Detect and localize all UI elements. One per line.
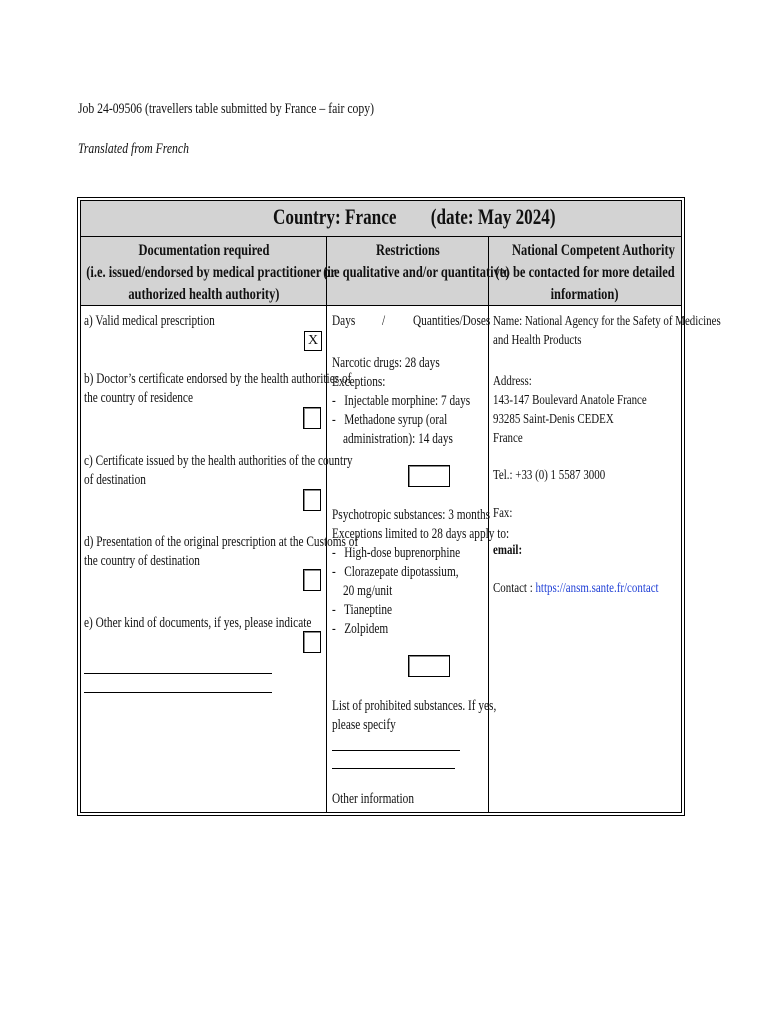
job-reference: Job 24-09506 (travellers table submitted by France – fair copy) <box>78 101 374 117</box>
other-information-label: Other information <box>332 791 414 807</box>
authority-fax: Fax: <box>493 506 513 521</box>
authority-telephone: Tel.: +33 (0) 1 5587 3000 <box>493 468 606 483</box>
doc-d-checkbox[interactable] <box>303 569 321 591</box>
authority-email: email: <box>493 543 523 558</box>
doc-c-checkbox[interactable] <box>303 489 321 511</box>
authority-contact: Contact : https://ansm.sante.fr/contact <box>493 581 659 596</box>
doc-e-checkbox[interactable] <box>303 631 321 653</box>
authority-address: Address: 143-147 Boulevard Anatole France 93285 Saint-Denis CEDEX France <box>493 374 647 446</box>
doc-a-checkbox[interactable]: X <box>304 331 322 351</box>
authority-contact-link[interactable]: https://ansm.sante.fr/contact <box>535 581 659 596</box>
authority-name: Name: National Agency for the Safety of Medicines and Health Products <box>493 314 721 348</box>
prohibited-blank-line-1[interactable] <box>332 750 460 751</box>
doc-b-label: b) Doctor’s certificate endorsed by the health authorities of the country of residence <box>84 371 352 406</box>
doc-e-blank-line-1[interactable] <box>84 673 272 674</box>
psychotropic-input-box[interactable] <box>408 655 450 677</box>
col1-heading: Documentation required (i.e. issued/endorsed by medical practitioner or authorized health authority) <box>86 242 336 303</box>
col3-heading: National Competent Authority (to be contacted for more detailed information) <box>495 242 675 303</box>
prohibited-blank-line-2[interactable] <box>332 768 455 769</box>
doc-d-label: d) Presentation of the original prescription at the Customs of the country of destination <box>84 534 359 569</box>
column-divider-1 <box>326 237 327 813</box>
doc-b-checkbox[interactable] <box>303 407 321 429</box>
doc-a-label: a) Valid medical prescription <box>84 313 215 329</box>
translation-note: Translated from French <box>78 141 189 157</box>
doc-e-label: e) Other kind of documents, if yes, please indicate <box>84 615 312 631</box>
narcotic-restrictions: Narcotic drugs: 28 days Exceptions: - Injectable morphine: 7 days - Methadone syrup (oral administration): 14 days <box>332 355 471 447</box>
prohibited-substances-label: List of prohibited substances. If yes, please specify <box>332 698 497 733</box>
restriction-quantities-label: Quantities/Doses <box>413 313 491 329</box>
narcotic-input-box[interactable] <box>408 465 450 487</box>
restriction-days-label: Days <box>332 313 356 329</box>
table-title: Country: France (date: May 2024) <box>273 204 556 229</box>
psychotropic-restrictions: Psychotropic substances: 3 months Exceptions limited to 28 days apply to: - High-dose buprenorphine - Clorazepate dipotassium, 20 mg/unit - Tianeptine - Zolpidem <box>332 507 510 637</box>
col2-heading: Restrictions (i.e qualitative and/or quantitative) <box>323 242 510 281</box>
restriction-slash: / <box>382 313 386 329</box>
doc-e-blank-line-2[interactable] <box>84 692 272 693</box>
doc-c-label: c) Certificate issued by the health authorities of the country of destination <box>84 453 353 488</box>
